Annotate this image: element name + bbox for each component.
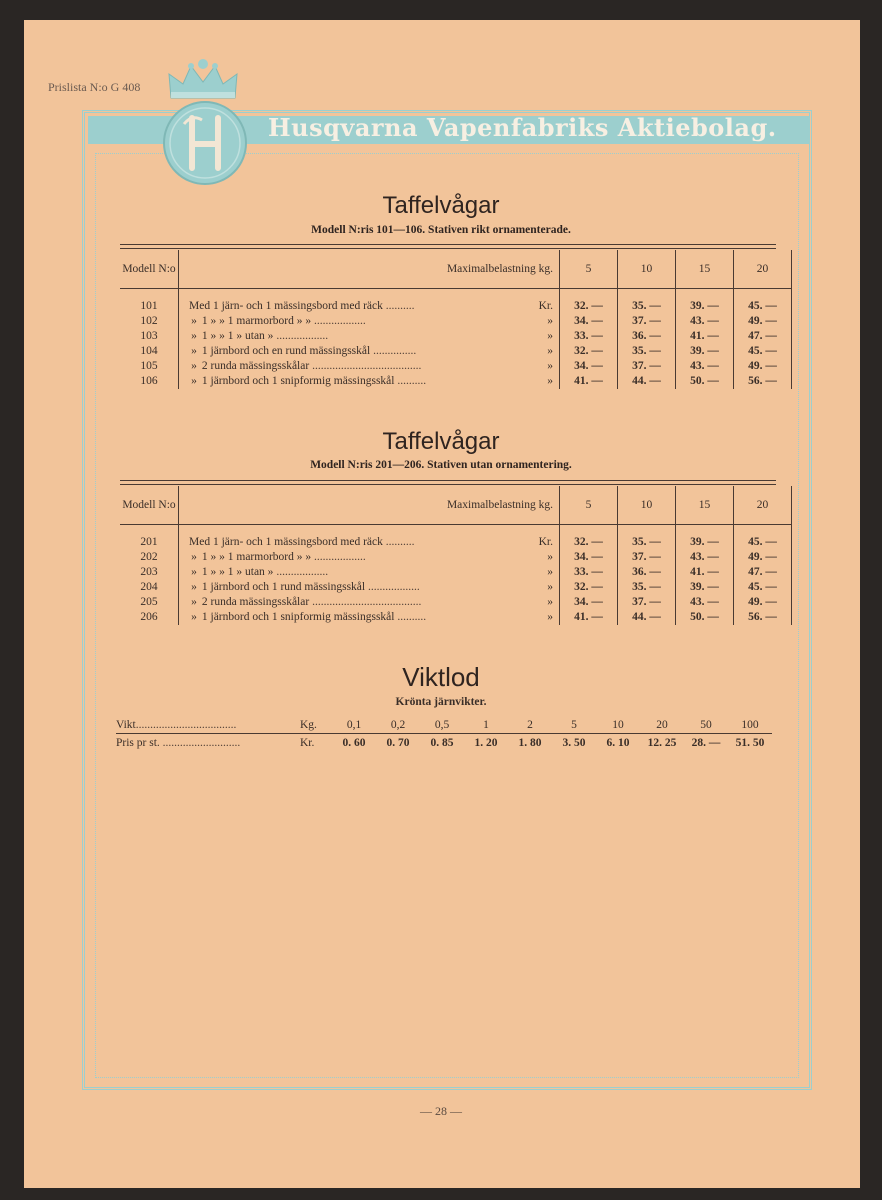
price-cell: 36. — <box>618 565 676 580</box>
weights-row <box>116 716 772 734</box>
price-cell: 49. — <box>734 595 792 610</box>
section3-title: Viktlod <box>402 662 480 692</box>
header-cap-15: 15 <box>676 486 734 525</box>
price-cell: 56. — <box>734 374 792 389</box>
table-header-row <box>120 250 792 289</box>
row-unit: » <box>547 581 553 593</box>
price-cell: 45. — <box>734 525 792 551</box>
row-text: 1 » » 1 marmorbord » » <box>201 551 312 563</box>
row-desc: Med 1 järn- och 1 mässingsbord med räck .......... Kr. <box>179 289 560 315</box>
price-cell: 6. 10 <box>606 736 630 749</box>
row-desc: » 1 järnbord och en rund mässingsskål ............... » <box>179 344 560 359</box>
weight-cell: 5 <box>552 716 596 734</box>
price-cell: 41. — <box>676 329 734 344</box>
prices-unit: Kr. <box>300 736 315 749</box>
weights-label: Vikt................................... <box>116 716 300 734</box>
row-unit: » <box>547 315 553 327</box>
section1-subtitle: Modell N:ris 101—106. Stativen rikt ornamenterade. <box>311 224 571 236</box>
price-cell: 35. — <box>618 580 676 595</box>
husqvarna-logo-icon <box>162 100 248 186</box>
row-text: 1 » » 1 » utan » <box>201 330 274 342</box>
row-model: 205 <box>120 595 179 610</box>
price-cell: 43. — <box>676 314 734 329</box>
price-cell: 41. — <box>560 374 618 389</box>
row-text: 1 järnbord och en rund mässingsskål <box>201 345 371 357</box>
row-model: 201 <box>120 525 179 551</box>
price-cell: 49. — <box>734 314 792 329</box>
header-cap-10: 10 <box>618 486 676 525</box>
price-cell: 41. — <box>560 610 618 625</box>
price-cell: 1. 20 <box>474 736 498 749</box>
row-text: 1 järnbord och 1 snipformig mässingsskål <box>201 611 395 623</box>
price-cell: 39. — <box>676 525 734 551</box>
section2-title: Taffelvågar <box>382 428 500 455</box>
price-cell: 28. — <box>691 736 721 749</box>
row-desc: » 1 järnbord och 1 snipformig mässingsskål .......... » <box>179 610 560 625</box>
table-row <box>120 329 792 344</box>
row-desc: » 1 » » 1 » utan » .................. » <box>179 329 560 344</box>
header-model: Modell N:o <box>120 250 179 289</box>
row-desc: » 2 runda mässingsskålar ...................................... » <box>179 359 560 374</box>
row-lead: » <box>191 345 197 357</box>
crown-icon <box>165 58 241 102</box>
row-desc: » 1 järnbord och 1 rund mässingsskål .................. » <box>179 580 560 595</box>
row-lead: » <box>191 596 197 608</box>
price-cell: 3. 50 <box>562 736 586 749</box>
row-unit: Kr. <box>538 300 553 312</box>
price-cell: 44. — <box>618 374 676 389</box>
row-model: 102 <box>120 314 179 329</box>
weight-cell: 10 <box>596 716 640 734</box>
price-cell: 35. — <box>618 289 676 315</box>
row-text: 2 runda mässingsskålar <box>201 360 310 372</box>
header-cap-5: 5 <box>560 486 618 525</box>
weight-cell: 20 <box>640 716 684 734</box>
header-model: Modell N:o <box>120 486 179 525</box>
row-lead: » <box>191 360 197 372</box>
row-unit: » <box>547 551 553 563</box>
price-cell: 33. — <box>560 565 618 580</box>
row-desc: Med 1 järn- och 1 mässingsbord med räck .......... Kr. <box>179 525 560 551</box>
price-cell: 39. — <box>676 344 734 359</box>
row-lead: » <box>191 330 197 342</box>
row-desc: » 1 » » 1 marmorbord » » .................. » <box>179 550 560 565</box>
price-cell: 1. 80 <box>518 736 542 749</box>
price-cell: 56. — <box>734 610 792 625</box>
row-lead: » <box>191 375 197 387</box>
section3-subtitle: Krönta järnvikter. <box>395 696 487 708</box>
table-row <box>120 565 792 580</box>
catalog-number: Prislista N:o G 408 <box>48 80 141 94</box>
price-cell: 34. — <box>560 595 618 610</box>
row-desc: » 1 » » 1 » utan » .................. » <box>179 565 560 580</box>
price-cell: 44. — <box>618 610 676 625</box>
row-unit: » <box>547 345 553 357</box>
price-cell: 41. — <box>676 565 734 580</box>
row-lead: » <box>191 566 197 578</box>
row-model: 203 <box>120 565 179 580</box>
row-lead: Med <box>189 300 211 312</box>
price-cell: 32. — <box>560 580 618 595</box>
section2-price-table <box>120 486 792 625</box>
table-row <box>120 314 792 329</box>
weight-cell: 0,5 <box>420 716 464 734</box>
table-row <box>120 359 792 374</box>
price-cell: 36. — <box>618 329 676 344</box>
price-cell: 43. — <box>676 359 734 374</box>
prices-label-text: Pris pr st. <box>116 736 160 749</box>
weights-table <box>116 716 772 751</box>
row-unit: » <box>547 566 553 578</box>
price-cell: 47. — <box>734 329 792 344</box>
row-unit: » <box>547 596 553 608</box>
table-row <box>120 344 792 359</box>
row-model: 103 <box>120 329 179 344</box>
row-model: 106 <box>120 374 179 389</box>
price-cell: 34. — <box>560 359 618 374</box>
price-cell: 49. — <box>734 550 792 565</box>
price-cell: 32. — <box>560 289 618 315</box>
header-load: Maximalbelastning kg. <box>179 250 560 289</box>
row-model: 204 <box>120 580 179 595</box>
row-unit: » <box>547 360 553 372</box>
price-cell: 0. 70 <box>386 736 410 749</box>
table-row <box>120 595 792 610</box>
table-row <box>120 374 792 389</box>
header-cap-5: 5 <box>560 250 618 289</box>
header-cap-20: 20 <box>734 250 792 289</box>
price-cell: 0. 60 <box>342 736 366 749</box>
price-cell: 34. — <box>560 314 618 329</box>
row-model: 101 <box>120 289 179 315</box>
price-cell: 12. 25 <box>647 736 677 749</box>
section2-subtitle: Modell N:ris 201—206. Stativen utan ornamentering. <box>310 459 572 471</box>
weight-cell: 2 <box>508 716 552 734</box>
section2-rule <box>120 480 776 485</box>
prices-label: Pris pr st. ........................... <box>116 736 241 749</box>
weight-cell: 0,1 <box>332 716 376 734</box>
table-row <box>120 580 792 595</box>
section1-price-table <box>120 250 792 389</box>
prices-row <box>116 734 772 752</box>
row-desc: » 1 järnbord och 1 snipformig mässingsskål .......... » <box>179 374 560 389</box>
weights-unit: Kg. <box>300 716 332 734</box>
row-text: 1 » » 1 » utan » <box>201 566 274 578</box>
header-cap-15: 15 <box>676 250 734 289</box>
price-cell: 34. — <box>560 550 618 565</box>
row-unit: Kr. <box>538 536 553 548</box>
row-text: 1 järn- och 1 mässingsbord med räck <box>212 300 383 312</box>
weight-cell: 0,2 <box>376 716 420 734</box>
header-load: Maximalbelastning kg. <box>179 486 560 525</box>
weights-label-text: Vikt <box>116 718 136 731</box>
section1-title: Taffelvågar <box>382 192 500 219</box>
header-cap-20: 20 <box>734 486 792 525</box>
row-lead: » <box>191 581 197 593</box>
price-cell: 43. — <box>676 550 734 565</box>
price-cell: 37. — <box>618 550 676 565</box>
row-text: 1 järnbord och 1 rund mässingsskål <box>201 581 366 593</box>
price-cell: 0. 85 <box>430 736 454 749</box>
row-desc: » 1 » » 1 marmorbord » » .................. » <box>179 314 560 329</box>
row-text: 1 järn- och 1 mässingsbord med räck <box>212 536 383 548</box>
row-unit: » <box>547 375 553 387</box>
price-cell: 32. — <box>560 525 618 551</box>
price-cell: 50. — <box>676 610 734 625</box>
weight-cell: 1 <box>464 716 508 734</box>
price-cell: 35. — <box>618 344 676 359</box>
row-model: 105 <box>120 359 179 374</box>
header-cap-10: 10 <box>618 250 676 289</box>
price-cell: 45. — <box>734 580 792 595</box>
table-row <box>120 610 792 625</box>
row-desc: » 2 runda mässingsskålar ...................................... » <box>179 595 560 610</box>
company-name: Husqvarna Vapenfabriks Aktiebolag. <box>268 113 777 142</box>
weight-cell: 50 <box>684 716 728 734</box>
row-model: 206 <box>120 610 179 625</box>
price-cell: 43. — <box>676 595 734 610</box>
row-text: 1 järnbord och 1 snipformig mässingsskål <box>201 375 395 387</box>
table-row <box>120 550 792 565</box>
row-model: 104 <box>120 344 179 359</box>
price-cell: 49. — <box>734 359 792 374</box>
price-cell: 45. — <box>734 344 792 359</box>
price-cell: 45. — <box>734 289 792 315</box>
price-cell: 39. — <box>676 580 734 595</box>
table-row <box>120 525 792 551</box>
row-model: 202 <box>120 550 179 565</box>
row-lead: » <box>191 611 197 623</box>
price-cell: 50. — <box>676 374 734 389</box>
section1-rule <box>120 244 776 249</box>
row-text: 1 » » 1 marmorbord » » <box>201 315 312 327</box>
row-lead: » <box>191 551 197 563</box>
price-cell: 47. — <box>734 565 792 580</box>
row-unit: » <box>547 330 553 342</box>
table-header-row <box>120 486 792 525</box>
price-cell: 37. — <box>618 314 676 329</box>
price-cell: 37. — <box>618 595 676 610</box>
row-text: 2 runda mässingsskålar <box>201 596 310 608</box>
table-row <box>120 289 792 315</box>
price-cell: 33. — <box>560 329 618 344</box>
price-cell: 39. — <box>676 289 734 315</box>
page-number: — 28 — <box>420 1104 462 1118</box>
row-lead: » <box>191 315 197 327</box>
price-cell: 37. — <box>618 359 676 374</box>
row-unit: » <box>547 611 553 623</box>
price-cell: 51. 50 <box>735 736 765 749</box>
weight-cell: 100 <box>728 716 772 734</box>
row-lead: Med <box>189 536 211 548</box>
price-cell: 35. — <box>618 525 676 551</box>
price-cell: 32. — <box>560 344 618 359</box>
